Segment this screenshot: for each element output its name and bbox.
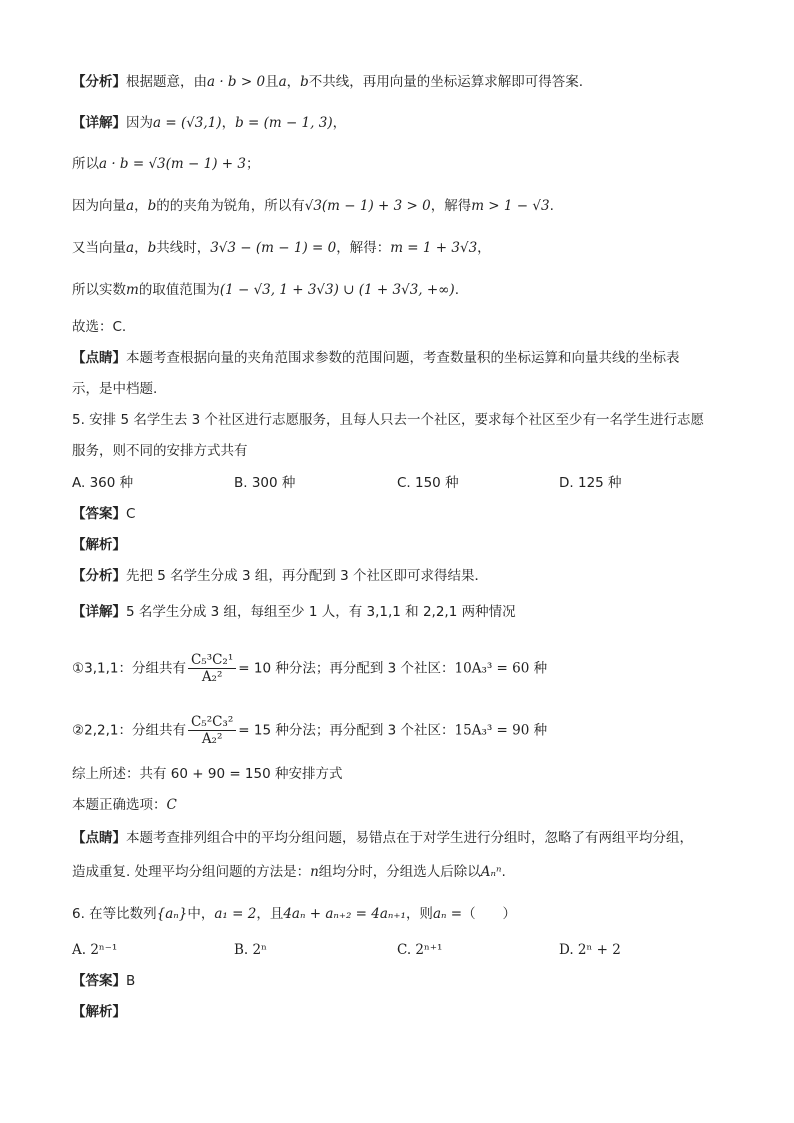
text: ，解得： xyxy=(336,240,391,256)
text: 共线时， xyxy=(156,240,211,256)
text: ， xyxy=(134,198,148,214)
math-expression: m = 1 + 3√3 xyxy=(390,240,478,256)
text: ，且 xyxy=(256,906,284,922)
analysis-tag: 【分析】 xyxy=(72,568,126,584)
text: （ ） xyxy=(462,906,517,922)
text: 的取值范围为 xyxy=(138,282,220,298)
math-expression: 4aₙ + aₙ₊₂ = 4aₙ₊₁ xyxy=(283,906,406,922)
fraction-numerator: C₅³C₂¹ xyxy=(188,652,236,669)
math-vector: a xyxy=(126,198,135,214)
analysis-line xyxy=(72,72,734,92)
fraction-numerator: C₅²C₃² xyxy=(188,714,236,731)
text: ； xyxy=(245,156,260,172)
comment-line xyxy=(72,828,734,848)
text: ②2,2,1：分组共有 xyxy=(72,722,186,739)
math-expression: b = (m − 1, 3) xyxy=(235,115,333,131)
text-line xyxy=(72,280,734,300)
option-b: B. 2ⁿ xyxy=(234,942,267,958)
math-vector: a xyxy=(278,74,287,90)
math-variable: m xyxy=(126,282,139,298)
math-expression: a₁ = 2 xyxy=(214,906,257,922)
text: ①3,1,1：分组共有 xyxy=(72,660,186,677)
text: ， xyxy=(477,240,491,256)
fraction xyxy=(188,714,236,747)
option-a: A. 360 种 xyxy=(72,475,134,491)
explanation-tag: 【解析】 xyxy=(72,1004,126,1020)
case-1-line xyxy=(72,652,734,685)
answer-line xyxy=(72,504,734,524)
fraction xyxy=(188,652,236,685)
math-expression: a = (√3,1) xyxy=(153,115,222,131)
answer-value: B xyxy=(126,973,136,989)
text: 本题考查根据向量的夹角范围求参数的范围问题，考查数量积的坐标运算和向量共线的坐标表 xyxy=(126,350,680,366)
text: ， xyxy=(332,115,347,131)
text-line xyxy=(72,238,734,258)
choice-line xyxy=(72,317,734,337)
text: ， xyxy=(221,115,236,131)
math-expression: 15A₃³ = 90 种 xyxy=(454,722,548,739)
text: 所以实数 xyxy=(72,282,126,298)
question-5-line xyxy=(72,410,734,430)
detail-tag: 【详解】 xyxy=(72,604,126,620)
text: 本题考查排列组合中的平均分组问题，易错点在于对学生进行分组时，忽略了有两组平均分组， xyxy=(126,830,693,846)
detail-tag: 【详解】 xyxy=(72,115,126,131)
detail-line xyxy=(72,602,734,622)
text: 组均分时，分组选人后除以 xyxy=(318,864,481,880)
math-expression: m > 1 − √3 xyxy=(471,198,550,214)
question-text: 5. 安排 5 名学生去 3 个社区进行志愿服务，且每人只去一个社区，要求每个社区至少有一名学生进行志愿 xyxy=(72,412,705,428)
comment-tag: 【点睛】 xyxy=(72,350,126,366)
detail-line xyxy=(72,113,734,133)
option-c: C. 150 种 xyxy=(397,475,459,491)
comment-tag: 【点睛】 xyxy=(72,830,126,846)
text: 5 名学生分成 3 组，每组至少 1 人，有 3,1,1 和 2,2,1 两种情况 xyxy=(126,604,516,620)
question-text: 6. 在等比数列 xyxy=(72,906,157,922)
math-vector: b xyxy=(300,74,309,90)
math-expression: a · b > 0 xyxy=(207,74,266,90)
text: 示，是中档题. xyxy=(72,381,158,397)
question-5-line xyxy=(72,441,734,461)
option-b: B. 300 种 xyxy=(234,475,296,491)
math-expression: 3√3 − (m − 1) = 0 xyxy=(210,240,337,256)
text-line xyxy=(72,154,734,174)
text-line xyxy=(72,196,734,216)
text: . xyxy=(454,282,459,298)
answer-tag: 【答案】 xyxy=(72,973,126,989)
explanation-tag: 【解析】 xyxy=(72,537,126,553)
math-expression: aₙ = xyxy=(432,906,463,922)
option-c: C. 2ⁿ⁺¹ xyxy=(397,942,443,958)
correct-value: C xyxy=(166,797,177,813)
question-6-line xyxy=(72,904,734,924)
text: 因为向量 xyxy=(72,198,126,214)
math-expression: a · b = √3(m − 1) + 3 xyxy=(99,156,246,172)
text: 又当向量 xyxy=(72,240,126,256)
math-expression: {aₙ} xyxy=(156,906,188,922)
text: 的的夹角为锐角，所以有 xyxy=(156,198,305,214)
text: 因为 xyxy=(126,115,153,131)
math-expression: (1 − √3, 1 + 3√3) ∪ (1 + 3√3, +∞) xyxy=(219,282,455,298)
text: 根据题意，由 xyxy=(126,74,207,90)
math-expression: √3(m − 1) + 3 > 0 xyxy=(304,198,431,214)
comment-line xyxy=(72,379,734,399)
text: 且 xyxy=(265,74,279,90)
fraction-denominator: A₂² xyxy=(201,669,223,685)
text: 所以 xyxy=(72,156,99,172)
text: ， xyxy=(286,74,301,90)
analysis-line xyxy=(72,566,734,586)
fraction-denominator: A₂² xyxy=(201,731,223,747)
answer-value: C xyxy=(126,506,136,522)
text: 故选：C. xyxy=(72,319,127,335)
text: 不共线，再用向量的坐标运算求解即可得答案. xyxy=(308,74,584,90)
text: 综上所述：共有 60 + 90 = 150 种安排方式 xyxy=(72,766,343,782)
explanation-line xyxy=(72,535,734,555)
comment-line xyxy=(72,348,734,368)
analysis-tag: 【分析】 xyxy=(72,74,126,90)
question-text: 服务，则不同的安排方式共有 xyxy=(72,443,248,459)
text: = 15 种分法；再分配到 3 个社区： xyxy=(238,722,455,739)
option-d: D. 125 种 xyxy=(559,475,622,491)
comment-line xyxy=(72,862,734,882)
math-variable: n xyxy=(310,864,319,880)
math-vector: a xyxy=(126,240,135,256)
text: ，解得 xyxy=(430,198,472,214)
math-expression: Aₙⁿ xyxy=(480,864,502,880)
option-d: D. 2ⁿ + 2 xyxy=(559,942,621,958)
text: 中， xyxy=(187,906,215,922)
case-2-line xyxy=(72,714,734,747)
text: ， xyxy=(134,240,148,256)
summary-line xyxy=(72,764,734,784)
answer-tag: 【答案】 xyxy=(72,506,126,522)
option-a: A. 2ⁿ⁻¹ xyxy=(72,942,118,958)
math-vector: b xyxy=(147,198,157,214)
math-expression: 10A₃³ = 60 种 xyxy=(454,660,548,677)
text: 先把 5 名学生分成 3 组，再分配到 3 个社区即可求得结果． xyxy=(126,568,489,584)
text: . xyxy=(549,198,554,214)
text: . xyxy=(501,864,506,880)
explanation-line xyxy=(72,1002,734,1022)
text: 造成重复. 处理平均分组问题的方法是： xyxy=(72,864,311,880)
text: ，则 xyxy=(405,906,433,922)
answer-line xyxy=(72,971,734,991)
text: 本题正确选项： xyxy=(72,797,167,813)
text: = 10 种分法；再分配到 3 个社区： xyxy=(238,660,455,677)
correct-line xyxy=(72,795,734,815)
math-vector: b xyxy=(147,240,157,256)
